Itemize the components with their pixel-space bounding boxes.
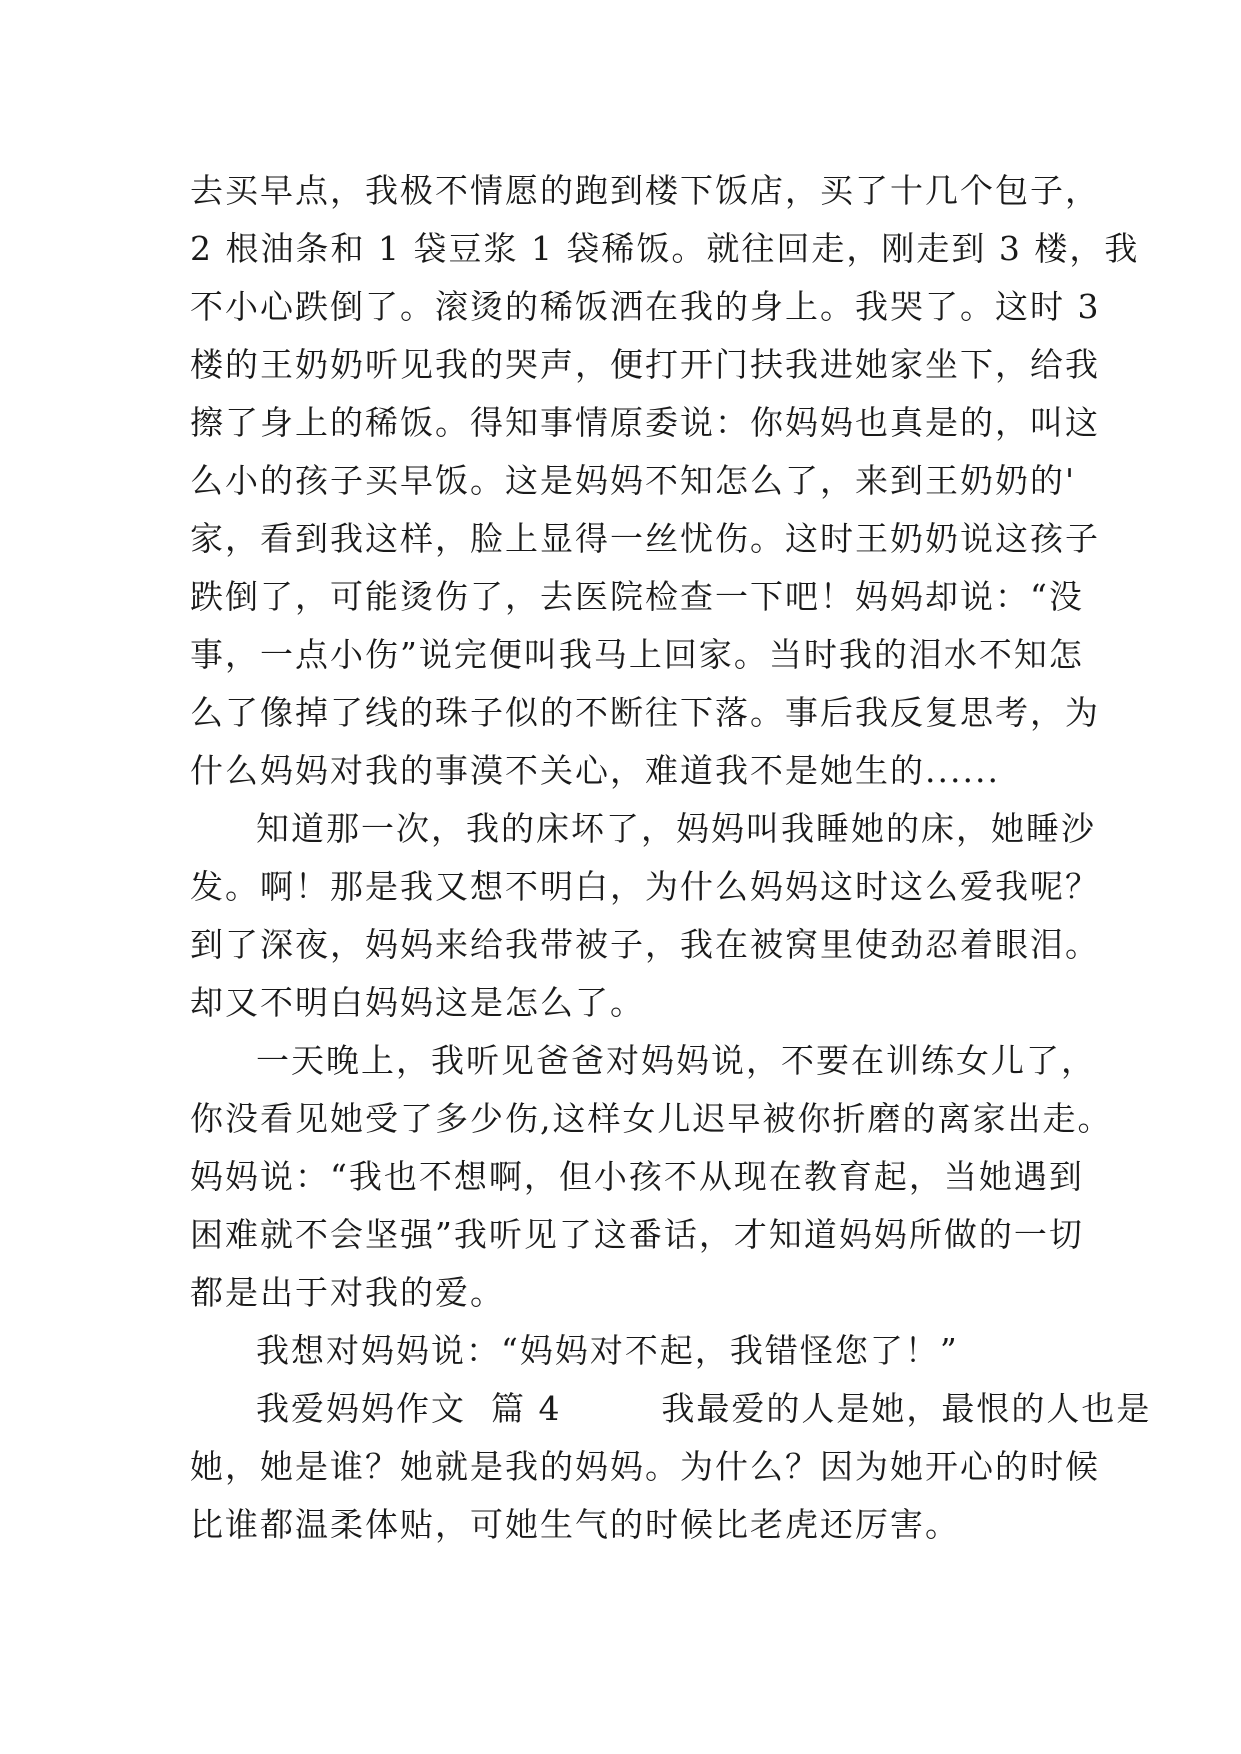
text-line: 什么妈妈对我的事漠不关心，难道我不是她生的......	[190, 751, 1000, 790]
text-line: 事，一点小伤”说完便叫我马上回家。当时我的泪水不知怎	[190, 635, 1084, 674]
text-line: 她，她是谁？她就是我的妈妈。为什么？因为她开心的时候	[190, 1447, 1100, 1486]
text-line: 去买早点，我极不情愿的跑到楼下饭店，买了十几个包子，	[190, 171, 1100, 210]
text-line: 跌倒了，可能烫伤了，去医院检查一下吧！妈妈却说：“没	[190, 577, 1084, 616]
text-line: 妈妈说：“我也不想啊，但小孩不从现在教育起，当她遇到	[190, 1157, 1084, 1196]
section-heading-line: 我爱妈妈作文 篇 4 我最爱的人是她，最恨的人也是	[256, 1389, 1152, 1428]
text-line: 比谁都温柔体贴，可她生气的时候比老虎还厉害。	[190, 1505, 960, 1544]
text-line: 家，看到我这样，脸上显得一丝忧伤。这时王奶奶说这孩子	[190, 519, 1100, 558]
text-line: 却又不明白妈妈这是怎么了。	[190, 983, 645, 1022]
text-line: 发。啊！那是我又想不明白，为什么妈妈这时这么爱我呢？	[190, 867, 1100, 906]
text-line: 擦了身上的稀饭。得知事情原委说：你妈妈也真是的，叫这	[190, 403, 1100, 442]
paragraph-start-line: 知道那一次，我的床坏了，妈妈叫我睡她的床，她睡沙	[256, 809, 1096, 848]
paragraph-start-line: 我想对妈妈说：“妈妈对不起，我错怪您了！”	[256, 1331, 959, 1370]
text-line: 困难就不会坚强”我听见了这番话，才知道妈妈所做的一切	[190, 1215, 1084, 1254]
text-line: 2 根油条和 1 袋豆浆 1 袋稀饭。就往回走，刚走到 3 楼，我	[190, 229, 1140, 268]
text-line: 都是出于对我的爱。	[190, 1273, 505, 1312]
text-line: 你没看见她受了多少伤,这样女儿迟早被你折磨的离家出走。	[190, 1099, 1113, 1138]
text-line: 不小心跌倒了。滚烫的稀饭洒在我的身上。我哭了。这时 3	[190, 287, 1101, 326]
document-body	[190, 162, 1152, 1554]
paragraph-start-line: 一天晚上，我听见爸爸对妈妈说，不要在训练女儿了，	[256, 1041, 1096, 1080]
text-line: 么小的孩子买早饭。这是妈妈不知怎么了，来到王奶奶的'	[190, 461, 1077, 500]
text-line: 楼的王奶奶听见我的哭声，便打开门扶我进她家坐下，给我	[190, 345, 1100, 384]
text-line: 到了深夜，妈妈来给我带被子，我在被窝里使劲忍着眼泪。	[190, 925, 1100, 964]
text-line: 么了像掉了线的珠子似的不断往下落。事后我反复思考，为	[190, 693, 1100, 732]
